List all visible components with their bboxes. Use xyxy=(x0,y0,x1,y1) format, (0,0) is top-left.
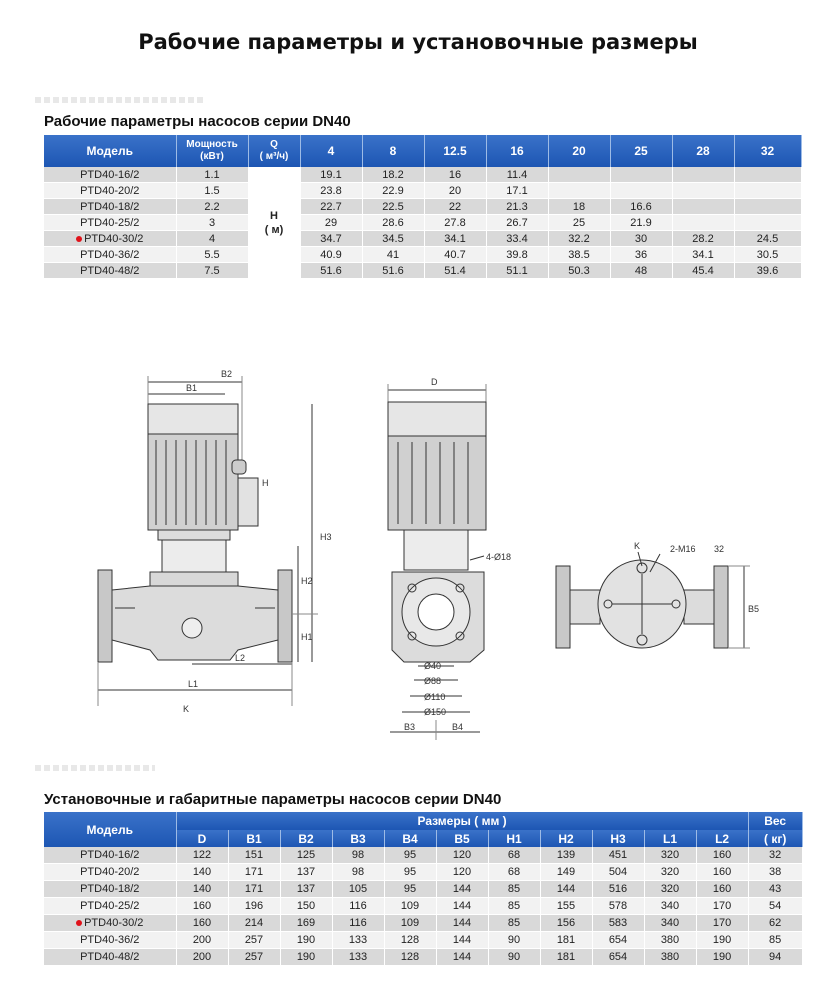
model-label: PTD40-36/2 xyxy=(80,248,140,261)
dim-value-cell: 85 xyxy=(488,915,540,932)
dim-value-cell: 137 xyxy=(280,881,332,898)
head-value-cell: 34.1 xyxy=(672,247,734,263)
weight-cell: 62 xyxy=(748,915,802,932)
dim-value-cell: 90 xyxy=(488,949,540,966)
power-label: Мощность xyxy=(186,139,238,150)
head-value-cell: 23.8 xyxy=(300,183,362,199)
install-header-row-1 xyxy=(44,812,802,830)
head-value-cell: 25 xyxy=(548,215,610,231)
dim-value-cell: 190 xyxy=(696,949,748,966)
flow-head: 16 xyxy=(486,135,548,167)
motor-body xyxy=(148,434,238,530)
head-value-cell: 18.2 xyxy=(362,167,424,183)
dim-value-cell: 160 xyxy=(176,898,228,915)
head-value-cell: 41 xyxy=(362,247,424,263)
head-value-cell: 32.2 xyxy=(548,231,610,247)
motor-fan-cover xyxy=(148,404,238,434)
dim-value-cell: 116 xyxy=(332,898,384,915)
flow-head: 12.5 xyxy=(424,135,486,167)
table-row xyxy=(44,932,802,949)
dim-value-cell: 190 xyxy=(280,949,332,966)
dim-value-cell: 160 xyxy=(696,847,748,864)
dim-value-cell: 451 xyxy=(592,847,644,864)
dim-value-cell: 98 xyxy=(332,864,384,881)
label-h: H xyxy=(262,478,269,488)
head-value-cell: 48 xyxy=(610,263,672,279)
flow-head: 25 xyxy=(610,135,672,167)
model-label: PTD40-18/2 xyxy=(80,883,140,895)
power-cell: 1.1 xyxy=(176,167,248,183)
model-cell xyxy=(44,898,176,915)
q-unit: ( м³/ч) xyxy=(259,151,289,162)
label-k: K xyxy=(183,704,190,714)
dim-col-head: H3 xyxy=(592,830,644,847)
dim-value-cell: 516 xyxy=(592,881,644,898)
table-row xyxy=(44,898,802,915)
dim-value-cell: 151 xyxy=(228,847,280,864)
dim-col-head: H1 xyxy=(488,830,540,847)
label-b1: B1 xyxy=(186,383,198,393)
model-label: PTD40-48/2 xyxy=(80,264,140,277)
dim-value-cell: 170 xyxy=(696,898,748,915)
dim-value-cell: 85 xyxy=(488,881,540,898)
outlet-flange xyxy=(278,570,292,662)
inlet-flange xyxy=(98,570,112,662)
model-label: PTD40-20/2 xyxy=(80,184,140,197)
head-value-cell: 30.5 xyxy=(734,247,801,263)
head-value-cell: 11.4 xyxy=(486,167,548,183)
lantern-bracket xyxy=(162,540,226,572)
side-motor-cover xyxy=(388,402,486,436)
marker-dot xyxy=(76,920,82,926)
head-value-cell: 21.9 xyxy=(610,215,672,231)
label-l2: L2 xyxy=(235,653,246,663)
head-value-cell: 45.4 xyxy=(672,263,734,279)
dim-value-cell: 95 xyxy=(384,864,436,881)
model-label: PTD40-30/2 xyxy=(84,232,144,245)
dim-value-cell: 139 xyxy=(540,847,592,864)
dim-value-cell: 320 xyxy=(644,881,696,898)
model-label: PTD40-30/2 xyxy=(84,917,144,929)
h-unit: ( м) xyxy=(264,223,284,236)
col-head-weight-unit: ( кг) xyxy=(748,830,802,847)
model-cell xyxy=(44,932,176,949)
dim-value-cell: 133 xyxy=(332,949,384,966)
dim-value-cell: 140 xyxy=(176,881,228,898)
weight-cell: 32 xyxy=(748,847,802,864)
dim-value-cell: 214 xyxy=(228,915,280,932)
dim-value-cell: 190 xyxy=(696,932,748,949)
power-cell: 1.5 xyxy=(176,183,248,199)
dim-value-cell: 196 xyxy=(228,898,280,915)
dim-col-head: B1 xyxy=(228,830,280,847)
model-label: PTD40-36/2 xyxy=(80,934,140,946)
power-cell: 5.5 xyxy=(176,247,248,263)
flow-head: 20 xyxy=(548,135,610,167)
dim-value-cell: 144 xyxy=(540,881,592,898)
dim-value-cell: 171 xyxy=(228,881,280,898)
model-cell xyxy=(44,864,176,881)
model-label: PTD40-18/2 xyxy=(80,200,140,213)
dim-value-cell: 144 xyxy=(436,915,488,932)
dim-value-cell: 320 xyxy=(644,847,696,864)
col-head-model: Модель xyxy=(44,135,176,167)
label-d40: Ø40 xyxy=(424,661,442,671)
dim-value-cell: 171 xyxy=(228,864,280,881)
label-b5: B5 xyxy=(748,604,760,614)
model-label: PTD40-20/2 xyxy=(80,866,140,878)
performance-title: Рабочие параметры насосов серии DN40 xyxy=(44,113,351,130)
head-value-cell: 27.8 xyxy=(424,215,486,231)
weight-cell: 54 xyxy=(748,898,802,915)
model-label: PTD40-48/2 xyxy=(80,951,140,963)
dim-value-cell: 144 xyxy=(436,949,488,966)
dim-value-cell: 137 xyxy=(280,864,332,881)
col-head-dims: Размеры ( мм ) xyxy=(176,812,748,830)
head-value-cell: 51.6 xyxy=(300,263,362,279)
dim-value-cell: 149 xyxy=(540,864,592,881)
dim-col-head: L1 xyxy=(644,830,696,847)
weight-cell: 85 xyxy=(748,932,802,949)
dim-value-cell: 120 xyxy=(436,864,488,881)
head-value-cell: 22.9 xyxy=(362,183,424,199)
head-value-cell: 24.5 xyxy=(734,231,801,247)
head-value-cell: 51.4 xyxy=(424,263,486,279)
dim-value-cell: 320 xyxy=(644,864,696,881)
table-row xyxy=(44,847,802,864)
dim-value-cell: 128 xyxy=(384,949,436,966)
dim-col-head: B4 xyxy=(384,830,436,847)
dim-value-cell: 85 xyxy=(488,898,540,915)
col-head-weight: Вес xyxy=(748,812,802,830)
label-32: 32 xyxy=(714,544,725,554)
head-value-cell: 20 xyxy=(424,183,486,199)
dim-value-cell: 122 xyxy=(176,847,228,864)
dim-value-cell: 95 xyxy=(384,881,436,898)
q-label: Q xyxy=(270,139,278,150)
power-cell: 7.5 xyxy=(176,263,248,279)
label-m16: 2-M16 xyxy=(670,544,696,554)
head-value-cell: 34.1 xyxy=(424,231,486,247)
head-value-cell: 28.6 xyxy=(362,215,424,231)
front-view xyxy=(98,376,318,706)
head-value-cell: 40.7 xyxy=(424,247,486,263)
dim-value-cell: 133 xyxy=(332,932,384,949)
dim-value-cell: 144 xyxy=(436,932,488,949)
dim-value-cell: 109 xyxy=(384,898,436,915)
side-motor-body xyxy=(388,436,486,530)
top-outlet-flange xyxy=(714,566,728,648)
install-table xyxy=(44,812,803,966)
dim-value-cell: 170 xyxy=(696,915,748,932)
head-value-cell: 39.6 xyxy=(734,263,801,279)
dim-value-cell: 257 xyxy=(228,932,280,949)
model-cell xyxy=(44,881,176,898)
head-value-cell: 21.3 xyxy=(486,199,548,215)
dim-value-cell: 160 xyxy=(696,881,748,898)
dim-value-cell: 160 xyxy=(696,864,748,881)
model-label: PTD40-16/2 xyxy=(80,168,140,181)
dim-value-cell: 140 xyxy=(176,864,228,881)
dim-value-cell: 340 xyxy=(644,915,696,932)
head-value-cell: 50.3 xyxy=(548,263,610,279)
dim-value-cell: 200 xyxy=(176,949,228,966)
dim-value-cell: 144 xyxy=(436,881,488,898)
weight-cell: 94 xyxy=(748,949,802,966)
dim-value-cell: 109 xyxy=(384,915,436,932)
dim-value-cell: 190 xyxy=(280,932,332,949)
head-value-cell: 16 xyxy=(424,167,486,183)
top-inlet-flange xyxy=(556,566,570,648)
head-value-cell: 38.5 xyxy=(548,247,610,263)
col-head-model-2: Модель xyxy=(44,812,176,847)
head-value-cell: 36 xyxy=(610,247,672,263)
head-value-cell: 28.2 xyxy=(672,231,734,247)
dim-value-cell: 160 xyxy=(176,915,228,932)
dim-value-cell: 504 xyxy=(592,864,644,881)
dim-value-cell: 578 xyxy=(592,898,644,915)
table-row xyxy=(44,864,802,881)
table-row xyxy=(44,915,802,932)
dim-value-cell: 200 xyxy=(176,932,228,949)
dim-value-cell: 98 xyxy=(332,847,384,864)
label-d: D xyxy=(431,377,438,387)
label-holes: 4-Ø18 xyxy=(486,552,512,562)
model-cell xyxy=(44,847,176,864)
power-cell: 4 xyxy=(176,231,248,247)
head-value-cell: 30 xyxy=(610,231,672,247)
label-h1: H1 xyxy=(301,632,313,642)
label-h2: H2 xyxy=(301,576,313,586)
dim-value-cell: 95 xyxy=(384,847,436,864)
side-view xyxy=(388,384,486,740)
dim-value-cell: 155 xyxy=(540,898,592,915)
dim-value-cell: 181 xyxy=(540,949,592,966)
head-value-cell: 33.4 xyxy=(486,231,548,247)
dim-value-cell: 156 xyxy=(540,915,592,932)
h-label: H xyxy=(270,209,278,222)
label-d110: Ø110 xyxy=(424,692,446,702)
dim-value-cell: 380 xyxy=(644,949,696,966)
head-value-cell: 51.6 xyxy=(362,263,424,279)
head-value-cell: 26.7 xyxy=(486,215,548,231)
head-value-cell: 39.8 xyxy=(486,247,548,263)
model-label: PTD40-16/2 xyxy=(80,849,140,861)
head-value-cell: 22.5 xyxy=(362,199,424,215)
dim-value-cell: 128 xyxy=(384,932,436,949)
model-label: PTD40-25/2 xyxy=(80,216,140,229)
label-d88: Ø88 xyxy=(424,676,442,686)
dim-value-cell: 340 xyxy=(644,898,696,915)
head-value-cell: 16.6 xyxy=(610,199,672,215)
label-b3: B3 xyxy=(404,722,416,732)
head-value-cell: 22.7 xyxy=(300,199,362,215)
head-value-cell: 51.1 xyxy=(486,263,548,279)
label-k-top: K xyxy=(634,541,641,551)
model-label: PTD40-25/2 xyxy=(80,900,140,912)
dim-col-head: D xyxy=(176,830,228,847)
terminal-box xyxy=(238,478,258,526)
head-value-cell: 40.9 xyxy=(300,247,362,263)
dim-value-cell: 257 xyxy=(228,949,280,966)
weight-cell: 43 xyxy=(748,881,802,898)
label-h3: H3 xyxy=(320,532,332,542)
flow-head: 4 xyxy=(300,135,362,167)
dim-value-cell: 68 xyxy=(488,847,540,864)
flow-head: 8 xyxy=(362,135,424,167)
head-value-cell: 29 xyxy=(300,215,362,231)
dim-value-cell: 169 xyxy=(280,915,332,932)
power-cell: 2.2 xyxy=(176,199,248,215)
dim-value-cell: 105 xyxy=(332,881,384,898)
power-cell: 3 xyxy=(176,215,248,231)
dim-value-cell: 68 xyxy=(488,864,540,881)
dim-value-cell: 654 xyxy=(592,932,644,949)
model-cell xyxy=(44,915,176,932)
head-value-cell: 22 xyxy=(424,199,486,215)
dim-value-cell: 380 xyxy=(644,932,696,949)
faint-header-strip-2 xyxy=(35,765,155,771)
head-value-cell: 34.7 xyxy=(300,231,362,247)
dim-col-head: B5 xyxy=(436,830,488,847)
dim-col-head: H2 xyxy=(540,830,592,847)
dim-value-cell: 125 xyxy=(280,847,332,864)
flow-head: 32 xyxy=(734,135,801,167)
head-value-cell: 17.1 xyxy=(486,183,548,199)
dim-value-cell: 90 xyxy=(488,932,540,949)
dim-value-cell: 654 xyxy=(592,949,644,966)
top-view xyxy=(556,552,750,648)
install-title: Установочные и габаритные параметры насосов серии DN40 xyxy=(44,791,502,808)
dim-col-head: B2 xyxy=(280,830,332,847)
dim-value-cell: 144 xyxy=(436,898,488,915)
flow-head: 28 xyxy=(672,135,734,167)
head-value-cell: 19.1 xyxy=(300,167,362,183)
model-cell xyxy=(44,949,176,966)
label-d150: Ø150 xyxy=(424,707,447,717)
label-b2: B2 xyxy=(221,369,233,379)
dim-col-head: L2 xyxy=(696,830,748,847)
power-unit: (кВт) xyxy=(200,151,224,162)
weight-cell: 38 xyxy=(748,864,802,881)
dim-value-cell: 583 xyxy=(592,915,644,932)
dim-value-cell: 116 xyxy=(332,915,384,932)
table-row xyxy=(44,881,802,898)
head-value-cell: 18 xyxy=(548,199,610,215)
dim-value-cell: 120 xyxy=(436,847,488,864)
page-title: Рабочие параметры и установочные размеры xyxy=(138,30,698,54)
label-b4: B4 xyxy=(452,722,464,732)
dim-value-cell: 150 xyxy=(280,898,332,915)
dim-value-cell: 181 xyxy=(540,932,592,949)
head-value-cell: 34.5 xyxy=(362,231,424,247)
table-row xyxy=(44,949,802,966)
dim-col-head: B3 xyxy=(332,830,384,847)
label-l1: L1 xyxy=(188,679,199,689)
